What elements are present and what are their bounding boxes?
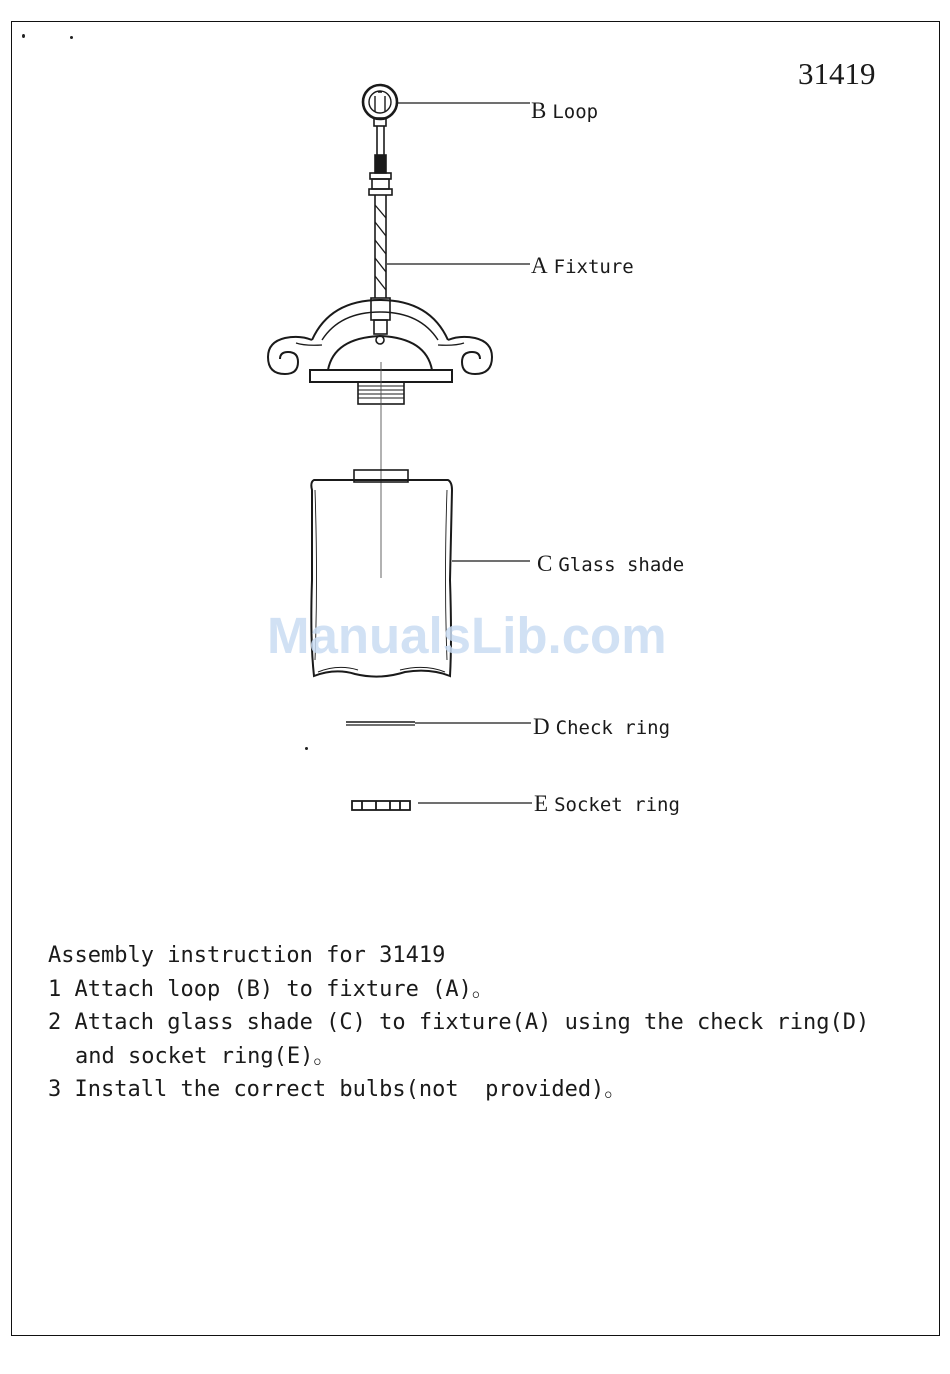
label-socket-ring (534, 791, 680, 817)
instructions-heading: Assembly instruction for 31419 (48, 943, 446, 968)
label-check-ring (533, 714, 670, 740)
instruction-step-continuation: and socket ring(E)。 (75, 1043, 336, 1069)
instruction-step (48, 1073, 908, 1107)
step-number: 1 (48, 976, 62, 1002)
step-number: 3 (48, 1077, 62, 1102)
part-name: Fixture (553, 256, 634, 278)
socket-ring-part (352, 801, 410, 810)
step-text: Attach glass shade (C) to fixture(A) using the check ring(D) (74, 1010, 870, 1035)
part-letter: B (531, 98, 547, 123)
label-loop (531, 98, 598, 124)
instruction-step (48, 973, 908, 1007)
label-fixture (531, 253, 634, 279)
assembly-instructions (48, 939, 908, 1107)
instruction-step (48, 1006, 908, 1040)
fixture-body (268, 300, 492, 404)
part-letter: E (534, 791, 549, 816)
model-number: 31419 (798, 56, 876, 91)
step-text: Install the correct bulbs(not provided)。 (74, 1077, 627, 1102)
part-name: Loop (552, 101, 599, 123)
check-ring-part (346, 722, 415, 725)
leader-lines (387, 103, 532, 803)
watermark: ManualsLib.com (267, 607, 667, 664)
label-glass-shade (537, 551, 684, 577)
part-letter: A (531, 253, 548, 278)
part-name: Glass shade (558, 554, 685, 576)
step-number: 2 (48, 1010, 62, 1035)
loop-part (363, 85, 397, 126)
part-name: Check ring (555, 717, 671, 739)
part-name: Socket ring (554, 794, 680, 816)
part-letter: C (537, 551, 553, 576)
part-letter: D (533, 714, 550, 739)
fixture-stem (369, 126, 392, 334)
step-text: Attach loop (B) to fixture (A)。 (74, 976, 494, 1002)
